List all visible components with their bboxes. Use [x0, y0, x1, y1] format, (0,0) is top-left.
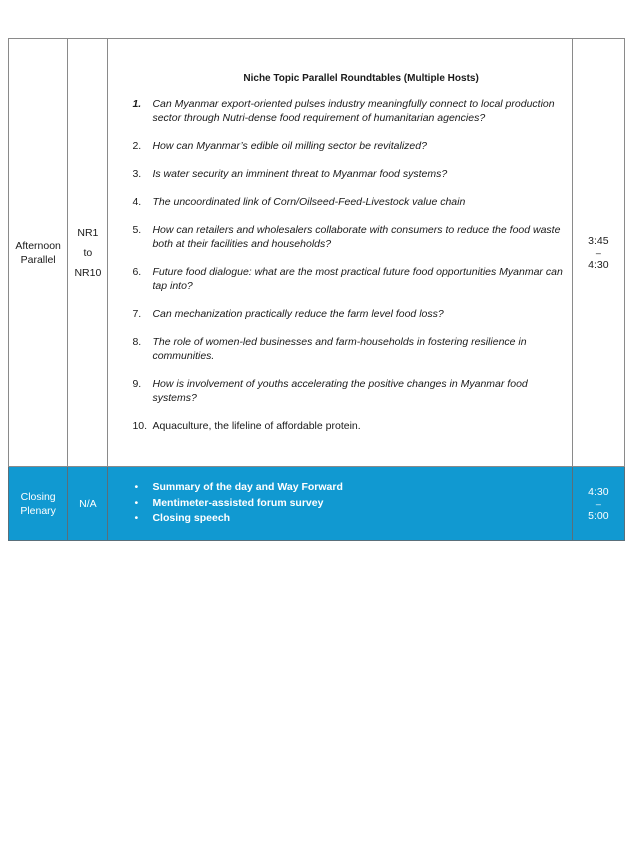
topics-cell — [108, 39, 572, 467]
topic-item: 7. Can mechanization practically reduce the farm level food loss? — [132, 307, 444, 320]
closing-items-list — [108, 480, 571, 527]
time-cell — [572, 39, 624, 467]
room-to: to — [83, 246, 93, 259]
topic-item: 3. Is water security an imminent threat to Myanmar food systems? — [132, 167, 448, 180]
topic-item: 6. Future food dialogue: what are the most practical future food opportunities Myanmar can tap into? — [132, 265, 563, 292]
room-start: NR1 — [77, 226, 99, 239]
topic-item: 5. How can retailers and wholesalers collaborate with consumers to reduce the food waste both at their facilities and households? — [132, 223, 561, 250]
time-start: 3:45 — [588, 234, 609, 247]
closing-items-cell — [108, 467, 572, 541]
bullet-icon: • — [134, 481, 139, 494]
session-label-line: Parallel — [20, 253, 56, 266]
room-end: NR10 — [74, 266, 102, 279]
time-dash: – — [595, 498, 601, 509]
topic-item: 10. Aquaculture, the lifeline of affordable protein. — [132, 419, 361, 432]
topic-item: 1. Can Myanmar export-oriented pulses industry meaningfully connect to local production sector through Nutri-dense food requirement of humanitarian agencies? — [132, 97, 555, 124]
room-cell — [68, 467, 108, 541]
time-cell — [572, 467, 624, 541]
session-label-line: Afternoon — [15, 239, 61, 252]
session-cell — [9, 467, 68, 541]
room-na: N/A — [79, 497, 97, 510]
topic-item: 9. How is involvement of youths accelerating the positive changes in Myanmar food systems? — [132, 377, 528, 404]
session-label-line: Closing — [20, 490, 56, 503]
time-end: 4:30 — [588, 258, 609, 271]
session-label-line: Plenary — [20, 504, 56, 517]
roundtables-title: Niche Topic Parallel Roundtables (Multiple Hosts) — [243, 72, 479, 84]
closing-item: • Summary of the day and Way Forward — [132, 480, 571, 496]
agenda-table — [8, 38, 625, 541]
topic-item: 2. How can Myanmar’s edible oil milling sector be revitalized? — [132, 139, 427, 152]
time-start: 4:30 — [588, 485, 609, 498]
bullet-icon: • — [134, 512, 139, 525]
closing-item: • Closing speech — [132, 511, 571, 527]
bullet-icon: • — [134, 496, 139, 509]
agenda-row-afternoon-parallel — [9, 39, 625, 467]
topic-item: 8. The role of women-led businesses and farm-households in fostering resilience in communities. — [132, 335, 527, 362]
time-end: 5:00 — [588, 509, 609, 522]
time-dash: – — [595, 247, 601, 258]
agenda-row-closing-plenary — [9, 467, 625, 541]
session-cell — [9, 39, 68, 467]
room-cell — [68, 39, 108, 467]
topics-list — [108, 97, 571, 433]
closing-item: • Mentimeter-assisted forum survey — [132, 496, 571, 512]
topic-item: 4. The uncoordinated link of Corn/Oilseed-Feed-Livestock value chain — [132, 195, 466, 208]
